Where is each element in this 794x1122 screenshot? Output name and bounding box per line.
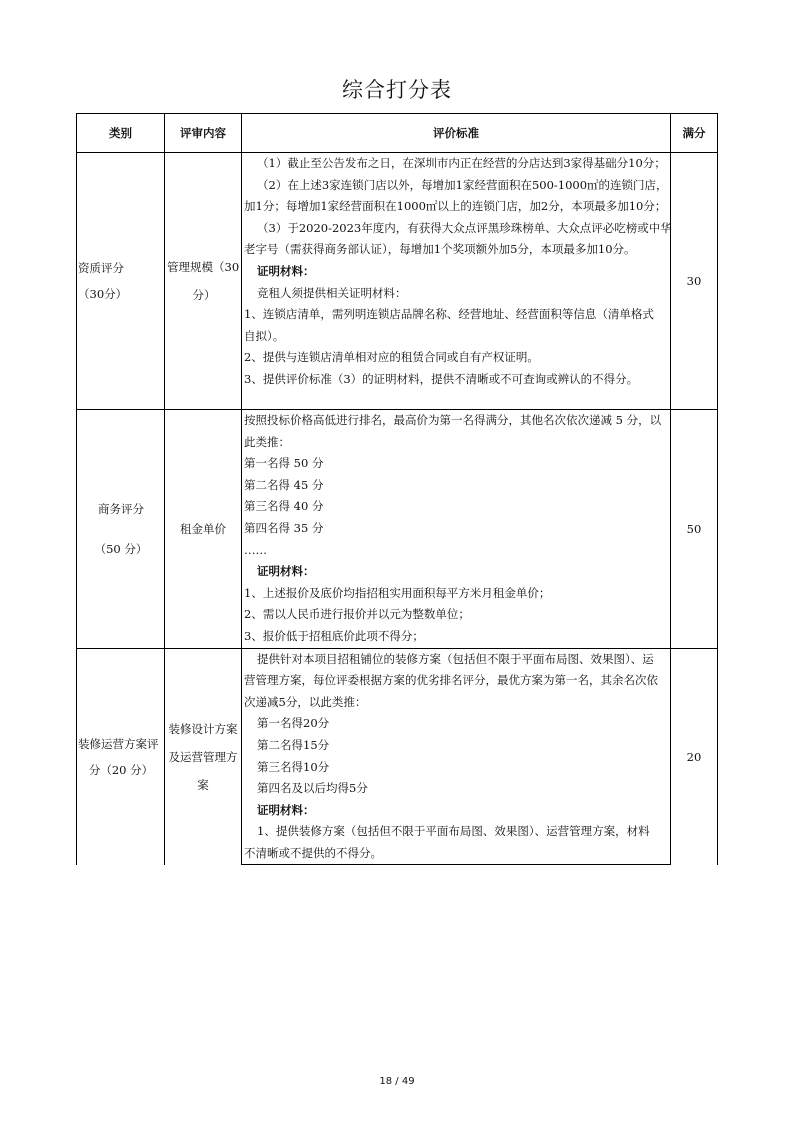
header-row	[77, 114, 718, 153]
criteria-line: 2、提供与连锁店清单相对应的租赁合同或自有产权证明。	[244, 350, 539, 365]
table-row	[77, 153, 718, 410]
criteria-line: 营管理方案，每位评委根据方案的优劣排名评分，最优方案为第一名，其余名次依	[244, 673, 658, 688]
category-cell	[77, 648, 165, 865]
criteria-cell	[242, 153, 671, 410]
score-cell: 20	[671, 648, 718, 865]
evidence-heading: 证明材料：	[257, 263, 315, 278]
criteria-line: 提供针对本项目招租铺位的装修方案（包括但不限于平面布局图、效果图）、运	[257, 651, 654, 666]
content-cell	[165, 648, 242, 865]
page-number: 18 / 49	[379, 1076, 415, 1087]
header-category: 类别	[77, 114, 165, 153]
header-content: 评审内容	[165, 114, 242, 153]
scoring-table	[76, 113, 718, 865]
criteria-line: （2）在上述3家连锁门店以外，每增加1家经营面积在500-1000㎡的连锁门店，	[257, 177, 668, 192]
category-text: 资质评分	[78, 261, 124, 275]
criteria-line: 2、需以人民币进行报价并以元为整数单位；	[244, 607, 470, 622]
criteria-cell	[242, 410, 671, 649]
criteria-line: 第三名得 40 分	[244, 499, 324, 514]
evidence-heading: 证明材料：	[257, 802, 315, 817]
evidence-heading: 证明材料：	[257, 564, 315, 579]
category-text: 装修运营方案评	[78, 736, 159, 751]
criteria-line: 老字号（需获得商务部认证），每增加1个奖项额外加5分，本项最多加10分。	[244, 242, 636, 257]
criteria-line: （3）于2020-2023年度内，有获得大众点评黑珍珠榜单、大众点评必吃榜或中华	[257, 220, 672, 235]
table-row	[77, 648, 718, 865]
category-text: （30分）	[78, 287, 128, 301]
criteria-line: 次递减5分，以此类推：	[244, 694, 367, 709]
category-text: 商务评分	[98, 501, 144, 516]
score-cell: 50	[671, 410, 718, 649]
criteria-line: 第四名及以后均得5分	[257, 781, 368, 796]
criteria-line: 竞租人须提供相关证明材料：	[257, 285, 407, 300]
criteria-line: 第四名得 35 分	[244, 520, 324, 535]
content-text: 装修设计方案	[168, 721, 238, 736]
header-score: 满分	[671, 114, 718, 153]
criteria-line: 不清晰或不提供的不得分。	[244, 845, 382, 860]
criteria-line: 加1分；每增加1家经营面积在1000㎡以上的连锁门店，加2分，本项最多加10分；	[244, 199, 667, 214]
content-text: 案	[197, 777, 209, 792]
header-criteria: 评价标准	[242, 114, 671, 153]
criteria-line: 3、报价低于招租底价此项不得分；	[244, 628, 424, 643]
criteria-line: 第二名得 45 分	[244, 477, 324, 492]
criteria-line: 第三名得10分	[257, 759, 330, 774]
criteria-line: 第一名得 50 分	[244, 456, 324, 471]
content-cell	[165, 410, 242, 649]
criteria-line: ……	[244, 542, 267, 557]
criteria-line: 自拟）。	[244, 328, 285, 343]
page-title: 综合打分表	[342, 78, 452, 102]
criteria-line: （1）截止至公告发布之日，在深圳市内正在经营的分店达到3家得基础分10分；	[257, 156, 666, 170]
table-row	[77, 410, 718, 649]
content-text: 租金单价	[180, 521, 226, 536]
content-text: 管理规模（30	[167, 260, 240, 274]
criteria-line: 按照投标价格高低进行排名，最高价为第一名得满分，其他名次依次递减 5 分，以	[244, 413, 662, 427]
score-cell: 30	[671, 153, 718, 410]
category-cell	[77, 410, 165, 649]
criteria-line: 1、上述报价及底价均指招租实用面积每平方米月租金单价；	[244, 585, 551, 600]
category-text: （50 分）	[94, 541, 148, 556]
content-text: 及运营管理方	[168, 749, 238, 764]
content-text: 分）	[192, 288, 216, 302]
criteria-line: 1、提供装修方案（包括但不限于平面布局图、效果图）、运营管理方案，材料	[257, 824, 650, 839]
criteria-line: 第一名得20分	[257, 716, 330, 731]
criteria-cell	[242, 648, 671, 865]
category-text: 分（20 分）	[88, 762, 154, 777]
criteria-line: 3、提供评价标准（3）的证明材料，提供不清晰或不可查询或辨认的不得分。	[244, 371, 639, 386]
content-cell	[165, 153, 242, 410]
criteria-line: 第二名得15分	[257, 737, 330, 752]
category-cell	[77, 153, 165, 410]
criteria-line: 此类推：	[244, 434, 290, 449]
criteria-line: 1、连锁店清单，需列明连锁店品牌名称、经营地址、经营面积等信息（清单格式	[244, 307, 654, 322]
